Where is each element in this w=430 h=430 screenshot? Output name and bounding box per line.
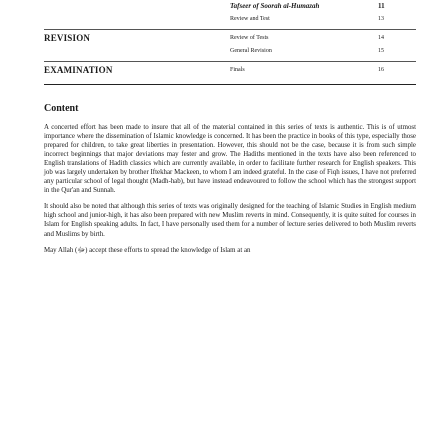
- paragraph: May Allah (ﷻ) accept these efforts to spread the knowledge of Islam at an: [44, 246, 251, 254]
- toc-section-label: REVISION: [44, 33, 91, 43]
- toc-page-number: 14: [378, 35, 384, 41]
- toc-row: [44, 32, 416, 44]
- toc-page-number: 16: [378, 67, 384, 73]
- toc-row: [44, 13, 416, 25]
- toc-row: [44, 64, 416, 76]
- toc-page-number: 11: [378, 2, 385, 10]
- toc-row: [44, 0, 416, 12]
- body-text: [44, 123, 416, 255]
- toc-chapter-title: Review and Test: [230, 16, 270, 22]
- toc-page-number: 13: [378, 16, 384, 22]
- toc-bottom-rule: [44, 84, 416, 85]
- toc-chapter-title: Review of Tests: [230, 35, 269, 41]
- toc-chapter-title: Finals: [230, 67, 245, 73]
- toc-section-label: EXAMINATION: [44, 65, 113, 75]
- toc-chapter-title: General Revision: [230, 48, 272, 54]
- paragraph: It should also be noted that although this series of texts was originally designed for the teaching of Islamic Studies in English medium high school and junior-high, it has also been prepared with new Muslim reverts in mind. Consequently, it is quite suited for courses in Islam for English speaking adults. In fact, I have personally used them for a number of lecture series delivered to both Muslim reverts and Muslims by birth.: [44, 203, 416, 238]
- paragraph: A concerted effort has been made to insure that all of the material contained in this series of texts is authentic. This is of utmost importance where the dissemination of Islamic knowledge is concerned. It has been the practice in books of this type, especially those prepared for children, to take great liberties in presentation. However, this should not be the case, because it is from such simple incorrect beginnings that major deviations may fester and grow. The Hadiths mentioned in the texts have also been referenced to English translations of Hadith classics which are currently available, in order to facilitate further research for English speakers. This job was largely undertaken by brother Iftekhar Mackeen, to whom I am indeed grateful. In the case of Fiqh issues, I have not preferred any particular school of legal thought (Madh-hab), but have instead endeavoured to follow the school which has the strongest support in the Qur'an and Sunnah.: [44, 124, 416, 195]
- toc-divider: [44, 29, 416, 30]
- toc-page-number: 15: [378, 48, 384, 54]
- section-heading: Content: [44, 103, 79, 114]
- toc-chapter-title: Tafseer of Soorah al-Humazah: [230, 2, 320, 10]
- toc-row: [44, 45, 416, 57]
- toc-divider: [44, 61, 416, 62]
- table-of-contents: [44, 0, 416, 75]
